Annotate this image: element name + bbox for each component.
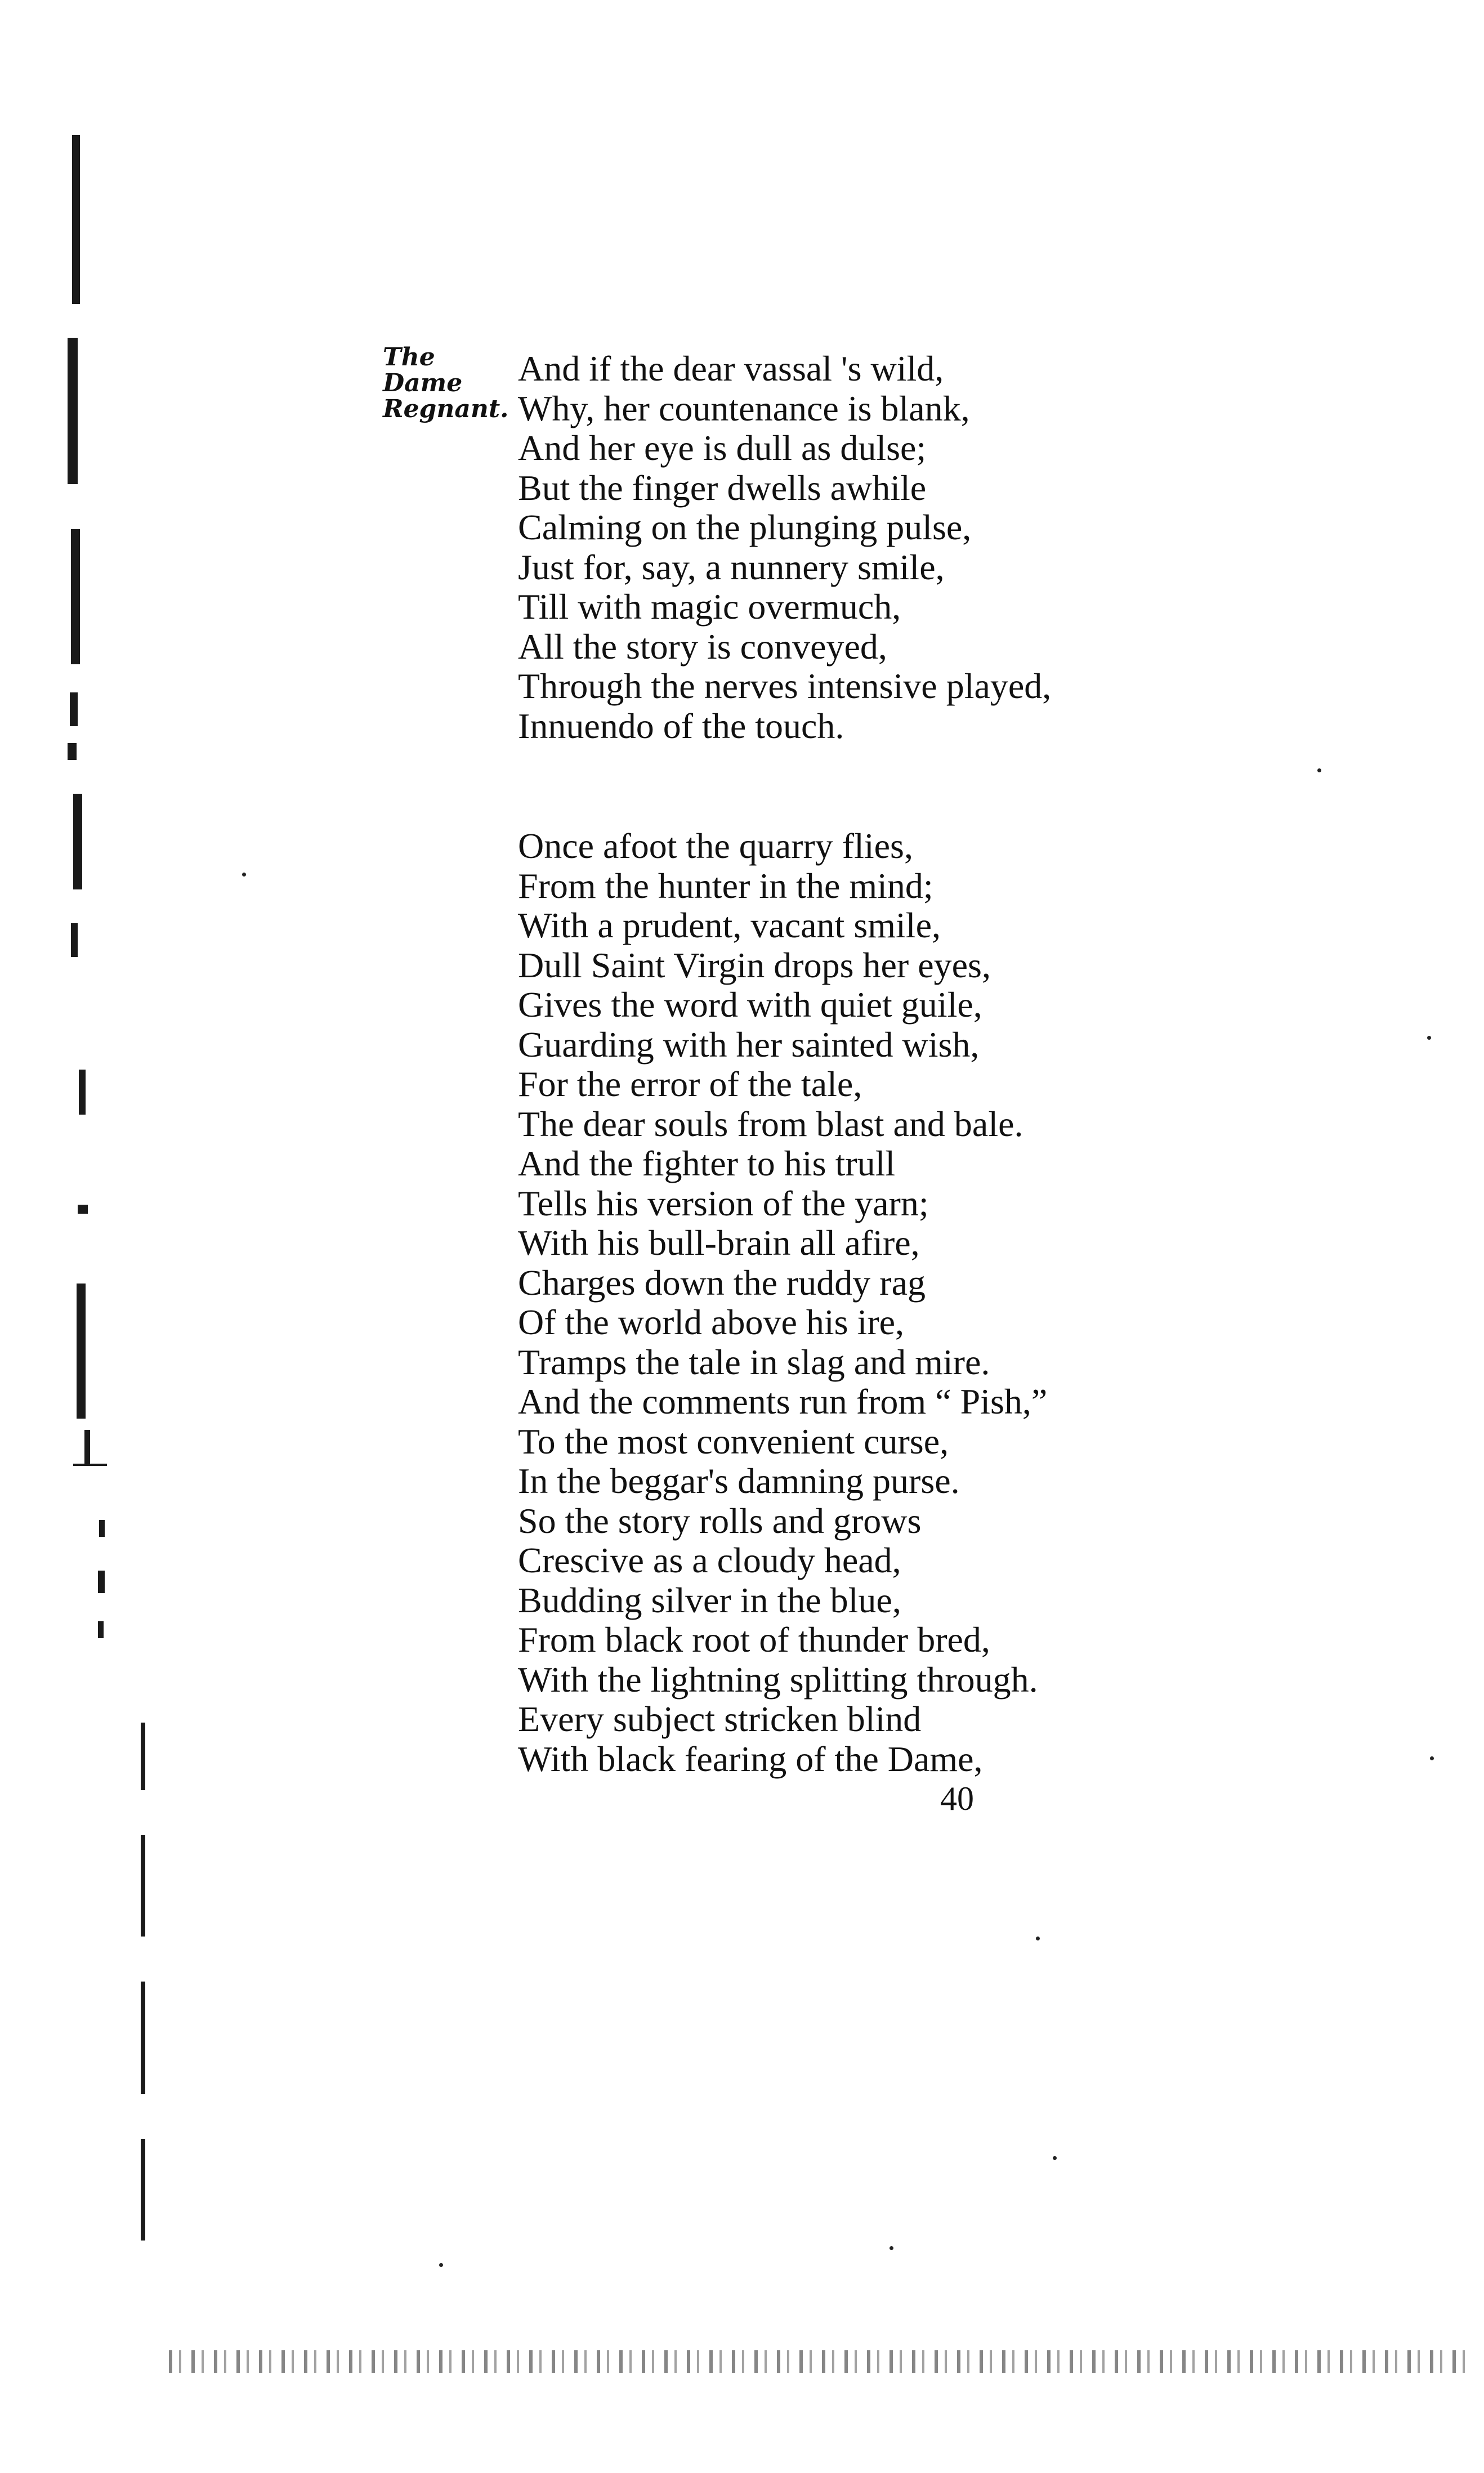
poem-line: From the hunter in the mind;	[518, 865, 933, 906]
poem-line: With black fearing of the Dame,	[518, 1738, 983, 1779]
scan-speck	[242, 873, 246, 876]
poem-line: Dull Saint Virgin drops her eyes,	[518, 945, 991, 985]
poem-line: Gives the word with quiet guile,	[518, 985, 982, 1025]
poem-line: And the fighter to his trull	[518, 1143, 896, 1183]
scan-speck	[1317, 768, 1321, 772]
poem-line: All the story is conveyed,	[518, 626, 887, 667]
poem-line: Guarding with her sainted wish,	[518, 1024, 980, 1065]
poem-line: But the finger dwells awhile	[518, 467, 927, 508]
margin-title-line: The	[383, 343, 435, 372]
poem-line: Once afoot the quarry flies,	[518, 826, 913, 866]
poem-line: And the comments run from “ Pish,”	[518, 1381, 1048, 1421]
poem-line: Through the nerves intensive played,	[518, 666, 1052, 706]
poem-line: Till with magic overmuch,	[518, 587, 901, 627]
stanza-1	[518, 349, 1051, 746]
margin-title-line: Regnant.	[383, 395, 509, 423]
poem-line: From black root of thunder bred,	[518, 1620, 990, 1660]
scan-speck	[1430, 1756, 1434, 1760]
poem-line: Budding silver in the blue,	[518, 1580, 901, 1620]
stanza-2	[518, 826, 1047, 1779]
poem-line: Of the world above his ire,	[518, 1302, 905, 1342]
scan-speck	[439, 2263, 443, 2267]
scan-binding-artifacts	[51, 101, 101, 2342]
poem-line: With the lightning splitting through.	[518, 1659, 1038, 1700]
scan-speck	[1036, 1937, 1040, 1940]
scan-speck	[889, 2246, 893, 2250]
margin-title-line: Dame	[383, 369, 463, 397]
page-number: 40	[940, 1780, 974, 1817]
poem-line: Just for, say, a nunnery smile,	[518, 547, 945, 587]
poem-line: Tells his version of the yarn;	[518, 1183, 929, 1223]
scan-speck	[1053, 2156, 1057, 2160]
poem-line: And if the dear vassal 's wild,	[518, 348, 944, 388]
scan-speck	[1427, 1036, 1431, 1040]
poem-line: For the error of the tale,	[518, 1064, 862, 1104]
margin-title	[383, 345, 518, 422]
poem-line: With his bull-brain all afire,	[518, 1223, 920, 1263]
poem-line: Every subject stricken blind	[518, 1699, 922, 1739]
poem-line: To the most convenient curse,	[518, 1421, 949, 1461]
poem-line: Why, her countenance is blank,	[518, 388, 970, 428]
poem-line: Charges down the ruddy rag	[518, 1262, 926, 1303]
poem-line: Innuendo of the touch.	[518, 705, 844, 746]
poem-line: The dear souls from blast and bale.	[518, 1103, 1023, 1144]
poem-line: Calming on the plunging pulse,	[518, 507, 972, 547]
poem-line: With a prudent, vacant smile,	[518, 905, 941, 945]
poem-line: And her eye is dull as dulse;	[518, 428, 927, 468]
poem-line: In the beggar's damning purse.	[518, 1461, 960, 1501]
poem-line: Crescive as a cloudy head,	[518, 1540, 901, 1580]
poem-line: Tramps the tale in slag and mire.	[518, 1341, 990, 1382]
poem-line: So the story rolls and grows	[518, 1500, 922, 1541]
scan-bottom-edge	[169, 2350, 1475, 2373]
